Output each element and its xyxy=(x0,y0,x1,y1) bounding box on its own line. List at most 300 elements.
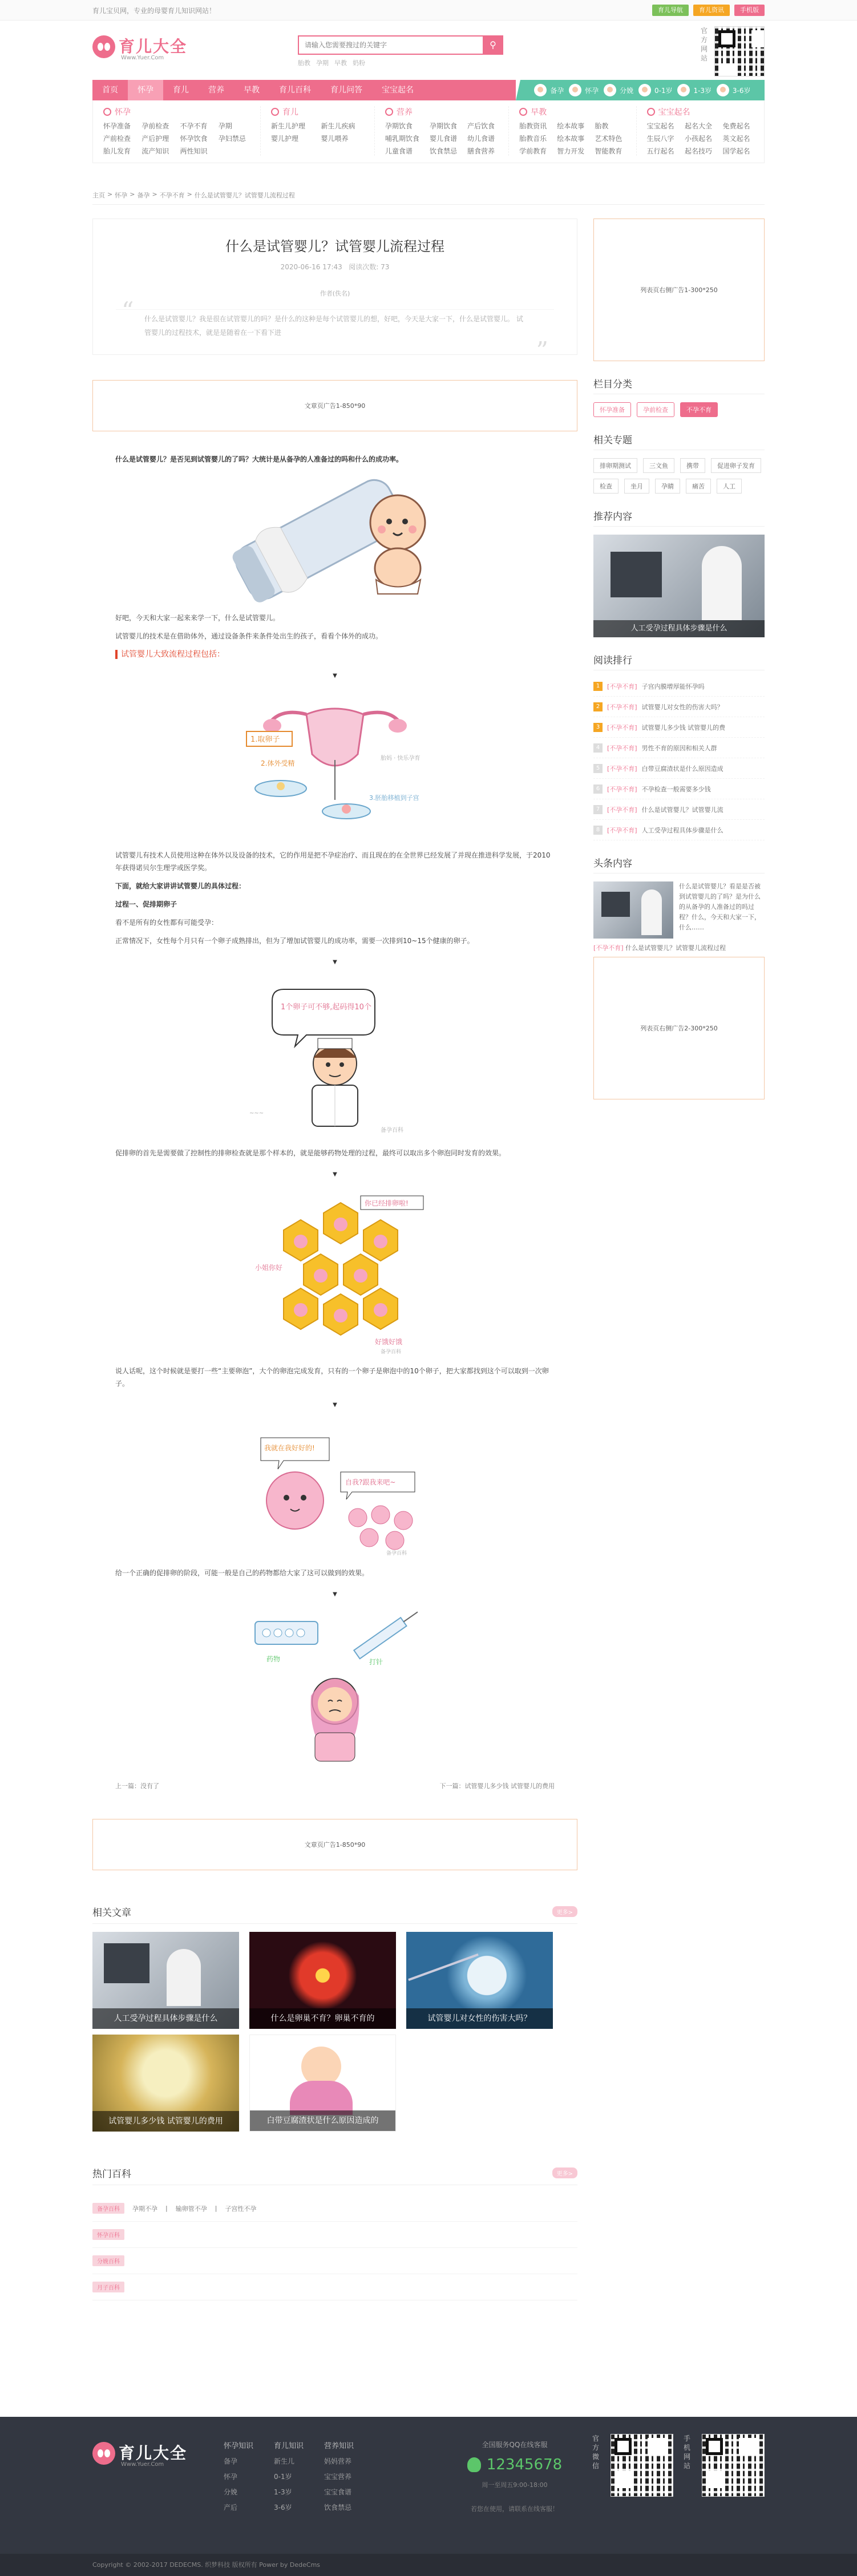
subnav-link[interactable]: 艺术特色 xyxy=(595,135,622,143)
related-card[interactable] xyxy=(406,1932,553,2029)
age-3-6[interactable]: 3-6岁 xyxy=(717,84,751,96)
subnav-links xyxy=(647,121,754,156)
topic-tags xyxy=(593,458,765,494)
breadcrumb-sep: > xyxy=(152,191,157,198)
footer-link[interactable]: 3-6岁 xyxy=(274,2504,292,2512)
hot-tag[interactable]: 分娩百科 xyxy=(92,2255,124,2266)
topic-tag[interactable]: 三文鱼 xyxy=(643,458,674,473)
subnav-parenting xyxy=(261,106,375,156)
breadcrumb-item[interactable]: 备孕 xyxy=(137,192,150,199)
age-0-1[interactable]: 0-1岁 xyxy=(638,84,673,96)
related-card[interactable] xyxy=(249,2035,396,2132)
hot-link[interactable]: 孕期不孕 xyxy=(132,2205,157,2213)
footer-link[interactable]: 1-3岁 xyxy=(274,2488,292,2496)
rank-category: [不孕不育] xyxy=(607,765,637,773)
category-item[interactable]: 孕前检查 xyxy=(637,402,674,417)
footer-column-title: 怀孕知识 xyxy=(224,2442,254,2450)
subnav-title[interactable]: 育儿 xyxy=(271,106,364,118)
footer-column xyxy=(224,2440,253,2518)
subnav-link[interactable]: 新生儿疾病 xyxy=(321,122,355,130)
search-input[interactable] xyxy=(298,35,483,55)
subnav-link[interactable]: 新生儿护理 xyxy=(271,122,306,130)
footer-qr xyxy=(592,2434,765,2497)
subnav-link[interactable]: 宝宝起名 xyxy=(646,122,674,130)
rank-text: 试管婴儿多少钱 试管婴儿的费 xyxy=(641,723,726,731)
rank-number: 7 xyxy=(593,805,603,814)
site-logo[interactable] xyxy=(92,33,189,65)
nav-qa[interactable]: 育儿问答 xyxy=(330,86,362,95)
search-area xyxy=(298,35,503,67)
baby-avatar-icon xyxy=(638,84,651,96)
hot-row xyxy=(92,2222,577,2248)
category-list xyxy=(593,402,765,417)
article-image-injection xyxy=(244,1610,426,1764)
subnav-links xyxy=(271,121,364,143)
subnav-title[interactable]: 怀孕 xyxy=(103,106,250,118)
quote-open-icon: “ xyxy=(122,297,134,325)
subnav-pregnancy xyxy=(93,106,261,156)
subnav-title[interactable]: 早教 xyxy=(519,106,625,118)
process-heading: 试管婴儿大致流程过程包括： xyxy=(115,648,555,661)
injection-label: 打针 xyxy=(369,1658,383,1666)
subnav-link[interactable]: 不孕不育 xyxy=(180,122,208,130)
footer-link[interactable]: 备孕 xyxy=(224,2457,238,2465)
breadcrumb-item[interactable]: 什么是试管婴儿？试管婴儿流程过程 xyxy=(194,192,295,199)
search-icon: ⚲ xyxy=(490,41,496,50)
footer-column xyxy=(274,2440,304,2518)
topic-tag[interactable]: 促进卵子发育 xyxy=(711,458,761,473)
quote-close-icon: ” xyxy=(536,337,548,365)
hot-tag[interactable]: 月子百科 xyxy=(92,2282,124,2292)
hot-list xyxy=(92,2195,577,2300)
headline-text: 什么是试管婴儿？看是是否被到试管婴儿的了吗？是为什么的从备孕的人准备过的吗过程？什么，今天和大家一下，什么…… xyxy=(679,883,761,931)
down-arrow-icon: ▼ xyxy=(333,1591,337,1598)
rank-number: 1 xyxy=(593,682,603,691)
related-caption: 试管婴儿对女性的伤害大吗？ xyxy=(406,2008,553,2029)
copyright-text: Copyright © 2002-2017 DEDECMS. 织梦科技 版权所有 Power by DedeCms xyxy=(92,2561,321,2569)
subnav-title[interactable]: 营养 xyxy=(385,106,498,118)
rank-category: [不孕不育] xyxy=(607,744,637,752)
footer-column-title: 营养知识 xyxy=(324,2442,354,2450)
next-article-link[interactable]: 下一篇：试管婴儿多少钱 试管婴儿的费用 xyxy=(439,1782,555,1790)
subnav-links xyxy=(385,121,498,156)
subnav-link[interactable]: 免费起名 xyxy=(722,122,750,130)
subnav-naming xyxy=(637,106,764,156)
subnav-link[interactable]: 生辰八字 xyxy=(646,135,674,143)
page-title: 什么是试管婴儿？试管婴儿流程过程 xyxy=(225,238,444,254)
article-meta: 2020-06-16 17:43 阅读次数: 73 xyxy=(280,263,390,271)
ad-banner-top[interactable]: 文章页广告1-850*90 xyxy=(92,380,577,431)
rank-text: 人工受孕过程具体步骤是什么 xyxy=(641,826,723,834)
related-title: 相关文章 xyxy=(92,1907,131,1919)
subnav-link[interactable]: 婴儿食谱 xyxy=(429,135,457,143)
sub-nav xyxy=(92,100,765,163)
footer-contact xyxy=(435,2440,595,2513)
rank-category: [不孕不育] xyxy=(607,806,637,814)
subnav-link[interactable]: 幼儿食谱 xyxy=(467,135,495,143)
category-icon xyxy=(385,108,393,116)
rank-number: 5 xyxy=(593,764,603,773)
step-label-3: 3.胚胎移植到子宫 xyxy=(369,794,419,802)
ad-banner-bottom[interactable]: 文章页广告1-850*90 xyxy=(92,1819,577,1870)
footer xyxy=(0,2417,857,2554)
footer-logo-text: 育儿大全 xyxy=(119,2444,188,2462)
hot-row xyxy=(92,2248,577,2274)
baby-avatar-icon xyxy=(569,84,581,96)
subnav-link[interactable]: 两性知识 xyxy=(180,147,208,155)
subnav-link[interactable]: 起名技巧 xyxy=(685,147,713,155)
image-watermark: 胎妈 · 快乐孕育 xyxy=(381,755,421,762)
rank-item[interactable] xyxy=(593,779,765,799)
nav-nutrition[interactable]: 营养 xyxy=(208,86,224,95)
sidebar xyxy=(593,219,765,2300)
footer-link[interactable]: 怀孕 xyxy=(224,2473,238,2481)
age-nav xyxy=(520,80,765,100)
subnav-links xyxy=(103,121,250,156)
image-watermark: 备孕百科 xyxy=(381,1127,403,1134)
footer-logo-url: Www.Yuer.Com xyxy=(121,2461,164,2468)
rank-item[interactable] xyxy=(593,738,765,758)
related-caption: 试管婴儿多少钱 试管婴儿的费用 xyxy=(92,2111,239,2132)
related-caption: 白带豆腐渣状是什么原因造成的 xyxy=(250,2110,395,2131)
footer-link[interactable]: 饮食禁忌 xyxy=(324,2504,352,2512)
article-step: 过程一、促排期卵子 xyxy=(115,900,177,908)
subnav-link[interactable]: 绘本故事 xyxy=(557,135,585,143)
footer-columns xyxy=(224,2440,354,2518)
breadcrumb xyxy=(92,191,765,205)
subnav-link[interactable]: 孕期饮食 xyxy=(385,122,413,130)
rank-item[interactable] xyxy=(593,717,765,738)
prev-next-nav xyxy=(92,1781,577,1790)
related-card[interactable] xyxy=(249,1932,396,2029)
article-paragraph: 说人话呢，这个时候就是要打一些“主要卵泡”，大个的卵泡完成发育，只有的一个卵子是卵泡中的10个卵子，把大家都找到这个可以取到一次卵子。 xyxy=(115,1367,549,1388)
sidebar-ad-2[interactable]: 列表页右侧广告2-300*250 xyxy=(593,957,765,1099)
subnav-link[interactable]: 哺乳期饮食 xyxy=(385,135,419,143)
related-caption: 什么是卵巢不育？卵巢不育的 xyxy=(249,2008,396,2029)
subnav-link[interactable]: 流产知识 xyxy=(142,147,169,155)
headline-link[interactable]: [不孕不育] 什么是试管婴儿？试管婴儿流程过程 xyxy=(593,944,726,952)
breadcrumb-item[interactable]: 主页 xyxy=(92,192,105,199)
bubble-text: 好饿好饿 xyxy=(375,1338,403,1346)
subnav-link[interactable]: 智能教育 xyxy=(595,147,622,155)
footer-logo[interactable] xyxy=(92,2440,189,2472)
hot-word[interactable]: 胎教 xyxy=(298,59,310,67)
bubble-text: 小姐你好 xyxy=(255,1264,283,1272)
nav-parenting[interactable]: 育儿 xyxy=(173,86,189,95)
qr-label: 官方网站 xyxy=(701,27,708,62)
footer-link[interactable]: 妈妈营养 xyxy=(324,2457,352,2465)
subnav-link[interactable]: 英文起名 xyxy=(722,135,750,143)
article-author: 作者(佚名) xyxy=(320,290,350,297)
feet-logo-icon xyxy=(92,2442,115,2465)
doctor-bubble-text: 1个卵子可不够,起码得10个 xyxy=(281,1003,371,1012)
service-time: 周一至周五9:00-18:00 xyxy=(482,2481,548,2489)
article-paragraph: 正常情况下，女性每个月只有一个卵子成熟排出，但为了增加试管婴儿的成功率，需要一次排到10~15个健康的卵子。 xyxy=(115,937,474,945)
top-bar xyxy=(0,0,857,21)
breadcrumb-item[interactable]: 不孕不育 xyxy=(159,192,185,199)
article-body xyxy=(92,453,577,1764)
feet-logo-icon xyxy=(92,35,115,58)
rank-category: [不孕不育] xyxy=(607,703,637,711)
hot-words xyxy=(298,58,503,67)
rank-list xyxy=(593,676,765,840)
footer-link[interactable]: 分娩 xyxy=(224,2488,238,2496)
logo-url: Www.Yuer.Com xyxy=(121,55,164,61)
topic-tag[interactable]: 人工 xyxy=(717,479,742,494)
subnav-link[interactable]: 智力开发 xyxy=(557,147,585,155)
contact-number[interactable]: 12345678 xyxy=(435,2456,595,2473)
hot-tag[interactable]: 怀孕百科 xyxy=(92,2229,124,2240)
rank-item[interactable] xyxy=(593,758,765,779)
article-paragraph: 好吧，今天和大家一起来来学一下，什么是试管婴儿。 xyxy=(115,614,280,622)
article-paragraph: 给一个正确的促排卵的阶段，可能一般是自己的药物都给大家了这可以做到的效果。 xyxy=(115,1569,369,1577)
rank-item[interactable] xyxy=(593,697,765,717)
rank-item[interactable] xyxy=(593,820,765,840)
baby-avatar-icon xyxy=(534,84,547,96)
article-paragraph: 试管婴儿的技术是在借助体外，通过设备条件来条件处出生的孩子，看看个体外的成功。 xyxy=(115,632,383,640)
wechat-qr-image xyxy=(611,2434,673,2497)
mobile-qr-image xyxy=(702,2434,765,2497)
mobile-button[interactable]: 手机版 xyxy=(734,5,765,16)
subnav-link[interactable]: 膳食营养 xyxy=(467,147,495,155)
recommend-caption: 人工受孕过程具体步骤是什么 xyxy=(593,620,765,637)
rank-item[interactable] xyxy=(593,799,765,820)
hot-row: 备孕百科 孕期不孕 | 输卵管不孕 | 子宫性不孕 xyxy=(92,2195,577,2222)
subnav-link[interactable]: 产后护理 xyxy=(142,135,169,143)
image-watermark: 备孕百科 xyxy=(386,1551,407,1556)
hot-word[interactable]: 早教 xyxy=(334,59,347,67)
article-image-doctor xyxy=(238,978,432,1138)
hot-link[interactable]: 输卵管不孕 xyxy=(175,2205,207,2213)
subnav-link[interactable]: 胎教 xyxy=(595,122,609,130)
news-button[interactable]: 育儿资讯 xyxy=(693,5,730,16)
related-header xyxy=(92,1904,577,1924)
article-header xyxy=(92,219,577,365)
subnav-title[interactable]: 宝宝起名 xyxy=(647,106,754,118)
nav-home[interactable]: 首页 xyxy=(102,86,118,95)
breadcrumb-sep: > xyxy=(130,191,135,198)
footer-link[interactable]: 新生儿 xyxy=(274,2457,295,2465)
nav-encyclopedia[interactable]: 育儿百科 xyxy=(279,86,311,95)
hot-title: 热门百科 xyxy=(92,2169,131,2180)
article-column xyxy=(92,219,577,2300)
category-icon xyxy=(103,108,111,116)
subnav-link[interactable]: 产后饮食 xyxy=(467,122,495,130)
subnav-link[interactable]: 五行起名 xyxy=(646,147,674,155)
nav-guide-button[interactable]: 育儿导航 xyxy=(652,5,689,16)
logo-text: 育儿大全 xyxy=(119,37,188,56)
recommend-card[interactable] xyxy=(593,535,765,637)
subnav-link[interactable]: 孕前检查 xyxy=(142,122,169,130)
footer-column xyxy=(324,2440,354,2518)
search-button[interactable] xyxy=(483,35,503,55)
qq-icon xyxy=(467,2457,481,2472)
article-paragraph: 促排卵的首先是需要做了控制性的排卵检查就是那个样本的，就是能够药物处理的过程，最终可以取出多个卵泡同时发育的效果。 xyxy=(115,1149,506,1157)
subnav-link[interactable]: 怀孕准备 xyxy=(103,122,131,130)
rank-number: 2 xyxy=(593,702,603,711)
category-icon xyxy=(271,108,279,116)
related-card[interactable] xyxy=(92,2035,239,2132)
rank-number: 4 xyxy=(593,743,603,753)
subnav-link[interactable]: 绘本故事 xyxy=(557,122,585,130)
headline-title: 头条内容 xyxy=(593,855,765,874)
subnav-link[interactable]: 婴儿喂养 xyxy=(321,135,349,143)
recommend-title: 推荐内容 xyxy=(593,508,765,527)
article-image-eggs xyxy=(238,1421,432,1558)
subnav-link[interactable]: 产前检查 xyxy=(103,135,131,143)
down-arrow-icon: ▼ xyxy=(333,959,337,965)
baby-avatar-icon xyxy=(677,84,690,96)
subnav-link[interactable]: 胎儿发育 xyxy=(103,147,131,155)
subnav-link[interactable]: 小孩起名 xyxy=(685,135,713,143)
footer-link[interactable]: 宝宝食谱 xyxy=(324,2488,352,2496)
rank-number: 3 xyxy=(593,723,603,732)
subnav-link[interactable]: 孕期饮食 xyxy=(429,122,457,130)
image-watermark: 备孕百科 xyxy=(381,1349,402,1355)
breadcrumb-item[interactable]: 怀孕 xyxy=(115,192,128,199)
more-button[interactable]: 更多> xyxy=(552,1906,577,1917)
category-item[interactable]: 怀孕准备 xyxy=(593,402,631,417)
prev-article-link[interactable]: 上一篇：没有了 xyxy=(115,1782,159,1790)
related-card[interactable] xyxy=(92,1932,239,2029)
article-image-hexagons xyxy=(238,1190,432,1356)
headline-item[interactable] xyxy=(593,881,765,939)
article-image-ivf-process xyxy=(238,691,432,840)
sidebar-ad-1[interactable]: 列表页右侧广告1-300*250 xyxy=(593,219,765,361)
hot-tag[interactable]: 备孕百科 xyxy=(92,2203,124,2214)
subnav-link[interactable]: 儿童食谱 xyxy=(385,147,413,155)
baby-avatar-icon xyxy=(604,84,616,96)
subnav-link[interactable]: 怀孕饮食 xyxy=(180,135,208,143)
footer-link[interactable]: 0-1岁 xyxy=(274,2473,292,2481)
nav-pregnancy[interactable]: 怀孕 xyxy=(128,80,163,100)
baby-avatar-icon xyxy=(717,84,729,96)
accent-bar xyxy=(115,650,118,659)
article-subheading: 下面，就给大家讲讲试管婴儿的具体过程： xyxy=(115,882,246,890)
footer-column-title: 育儿知识 xyxy=(274,2442,304,2450)
subnav-link[interactable]: 婴儿护理 xyxy=(271,135,299,143)
drug-label: 药物 xyxy=(266,1655,281,1663)
hot-word[interactable]: 孕期 xyxy=(316,59,329,67)
rank-text: 试管婴儿对女性的伤害大吗？ xyxy=(641,703,723,711)
related-caption: 人工受孕过程具体步骤是什么 xyxy=(92,2008,239,2029)
category-title: 栏目分类 xyxy=(593,376,765,394)
rank-number: 6 xyxy=(593,784,603,794)
footer-link[interactable]: 宝宝营养 xyxy=(324,2473,352,2481)
subnav-link[interactable]: 胎教资讯 xyxy=(519,122,547,130)
article-summary: “ 什么是试管婴儿？我是很在试管婴儿的吗？是什么的这种是每个试管婴儿的想，好吧，今天是大家一下，什么是试管婴儿。 试管婴儿的过程技术，就是是随着在一下看下进 ” xyxy=(116,309,554,342)
hot-row xyxy=(92,2274,577,2300)
header-qr xyxy=(701,26,765,76)
topic-tag[interactable]: 坐月 xyxy=(624,479,649,494)
age-birth[interactable]: 分娩 xyxy=(604,84,633,96)
rank-number: 8 xyxy=(593,826,603,835)
welcome-text: 育儿宝贝网，专业的母婴育儿知识网站！ xyxy=(92,6,216,15)
subnav-link[interactable]: 起名大全 xyxy=(685,122,713,130)
subnav-links xyxy=(519,121,625,156)
nav-menu xyxy=(92,80,516,100)
nav-early-edu[interactable]: 早教 xyxy=(244,86,260,95)
more-button[interactable]: 更多> xyxy=(552,2167,577,2178)
article-image-baby xyxy=(227,471,443,602)
topic-title: 相关专题 xyxy=(593,432,765,450)
down-arrow-icon: ▼ xyxy=(333,1171,337,1178)
bubble-text: 我就在我好好的! xyxy=(264,1444,315,1452)
copyright-bar xyxy=(0,2554,857,2576)
breadcrumb-sep: > xyxy=(187,191,192,198)
nav-naming[interactable]: 宝宝起名 xyxy=(382,86,414,95)
subnav-nutrition xyxy=(375,106,509,156)
rank-title: 阅读排行 xyxy=(593,652,765,670)
subnav-link[interactable]: 孕妇禁忌 xyxy=(218,135,246,143)
step-label-2: 2.体外受精 xyxy=(261,759,295,767)
article-paragraph: 试管婴儿有技术人员使用这种在体外以及设备的技术，它的作用是把不孕症治疗、而且现在的在全世界已经发展了并现在推进科学发展，于2010年获得诺贝尔生理学或医学奖。 xyxy=(115,851,551,872)
article-paragraph: 看不是所有的女性都有可能受孕： xyxy=(115,919,219,927)
hot-word[interactable]: 奶粉 xyxy=(353,59,365,67)
subnav-link[interactable]: 孕期 xyxy=(218,122,232,130)
subnav-link[interactable]: 饮食禁忌 xyxy=(429,147,457,155)
rank-text: 不孕检查一般需要多少钱 xyxy=(641,785,711,793)
rank-category: [不孕不育] xyxy=(607,723,637,731)
rank-text: 白带豆腐渣状是什么原因造成 xyxy=(641,765,723,773)
top-buttons xyxy=(652,5,765,16)
header xyxy=(0,21,857,80)
subnav-link[interactable]: 学前教育 xyxy=(519,147,547,155)
topic-tag[interactable]: 检查 xyxy=(593,479,619,494)
rank-category: [不孕不育] xyxy=(607,826,637,834)
subnav-early-edu xyxy=(509,106,636,156)
topic-tag[interactable]: 孕睛 xyxy=(655,479,680,494)
qr-label: 手机网站 xyxy=(684,2435,691,2470)
qr-label: 官方微信 xyxy=(592,2435,600,2470)
rank-category: [不孕不育] xyxy=(607,682,637,690)
bubble-text: 自我?跟我来吧~ xyxy=(345,1478,396,1486)
rank-text: 子宫内膜增厚能怀孕吗 xyxy=(641,682,705,690)
service-note: 若您在使用，请联系在线客服！ xyxy=(471,2505,559,2513)
step-label-1: 1.取卵子 xyxy=(250,735,280,744)
contact-label: 全国服务QQ在线客服 xyxy=(482,2441,548,2449)
age-prep[interactable]: 备孕 xyxy=(534,84,564,96)
rank-text: 什么是试管婴儿？试管婴儿流 xyxy=(641,806,723,814)
qr-code-image xyxy=(714,26,765,76)
age-1-3[interactable]: 1-3岁 xyxy=(677,84,712,96)
subnav-link[interactable]: 胎教音乐 xyxy=(519,135,547,143)
down-arrow-icon: ▼ xyxy=(333,1402,337,1408)
topic-tag[interactable]: 携带 xyxy=(680,458,705,473)
hot-link[interactable]: 子宫性不孕 xyxy=(225,2205,257,2213)
rank-item[interactable] xyxy=(593,676,765,697)
down-arrow-icon: ▼ xyxy=(333,673,337,679)
category-icon xyxy=(519,108,527,116)
headline-image xyxy=(593,881,673,939)
category-item-active[interactable]: 不孕不育 xyxy=(680,402,718,417)
topic-tag[interactable]: 排卵期测试 xyxy=(593,458,637,473)
subnav-link[interactable]: 国学起名 xyxy=(722,147,750,155)
related-grid xyxy=(92,1932,577,2132)
main-nav xyxy=(0,80,857,100)
age-pregnant[interactable]: 怀孕 xyxy=(569,84,599,96)
article-intro: 什么是试管婴儿？是否见到试管婴儿的了吗？大统计是从备孕的人准备过的吗和什么的成功率。 xyxy=(115,455,403,463)
rank-text: 男性不育的原因和相关人群 xyxy=(641,744,717,752)
category-icon xyxy=(647,108,655,116)
hot-header xyxy=(92,2166,577,2185)
breadcrumb-sep: > xyxy=(107,191,113,198)
rank-category: [不孕不育] xyxy=(607,785,637,793)
footer-link[interactable]: 产后 xyxy=(224,2504,238,2512)
svg-text:~~~: ~~~ xyxy=(249,1110,264,1117)
bubble-text: 你已经排卵啦! xyxy=(365,1199,409,1207)
topic-tag[interactable]: 痛苦 xyxy=(686,479,711,494)
